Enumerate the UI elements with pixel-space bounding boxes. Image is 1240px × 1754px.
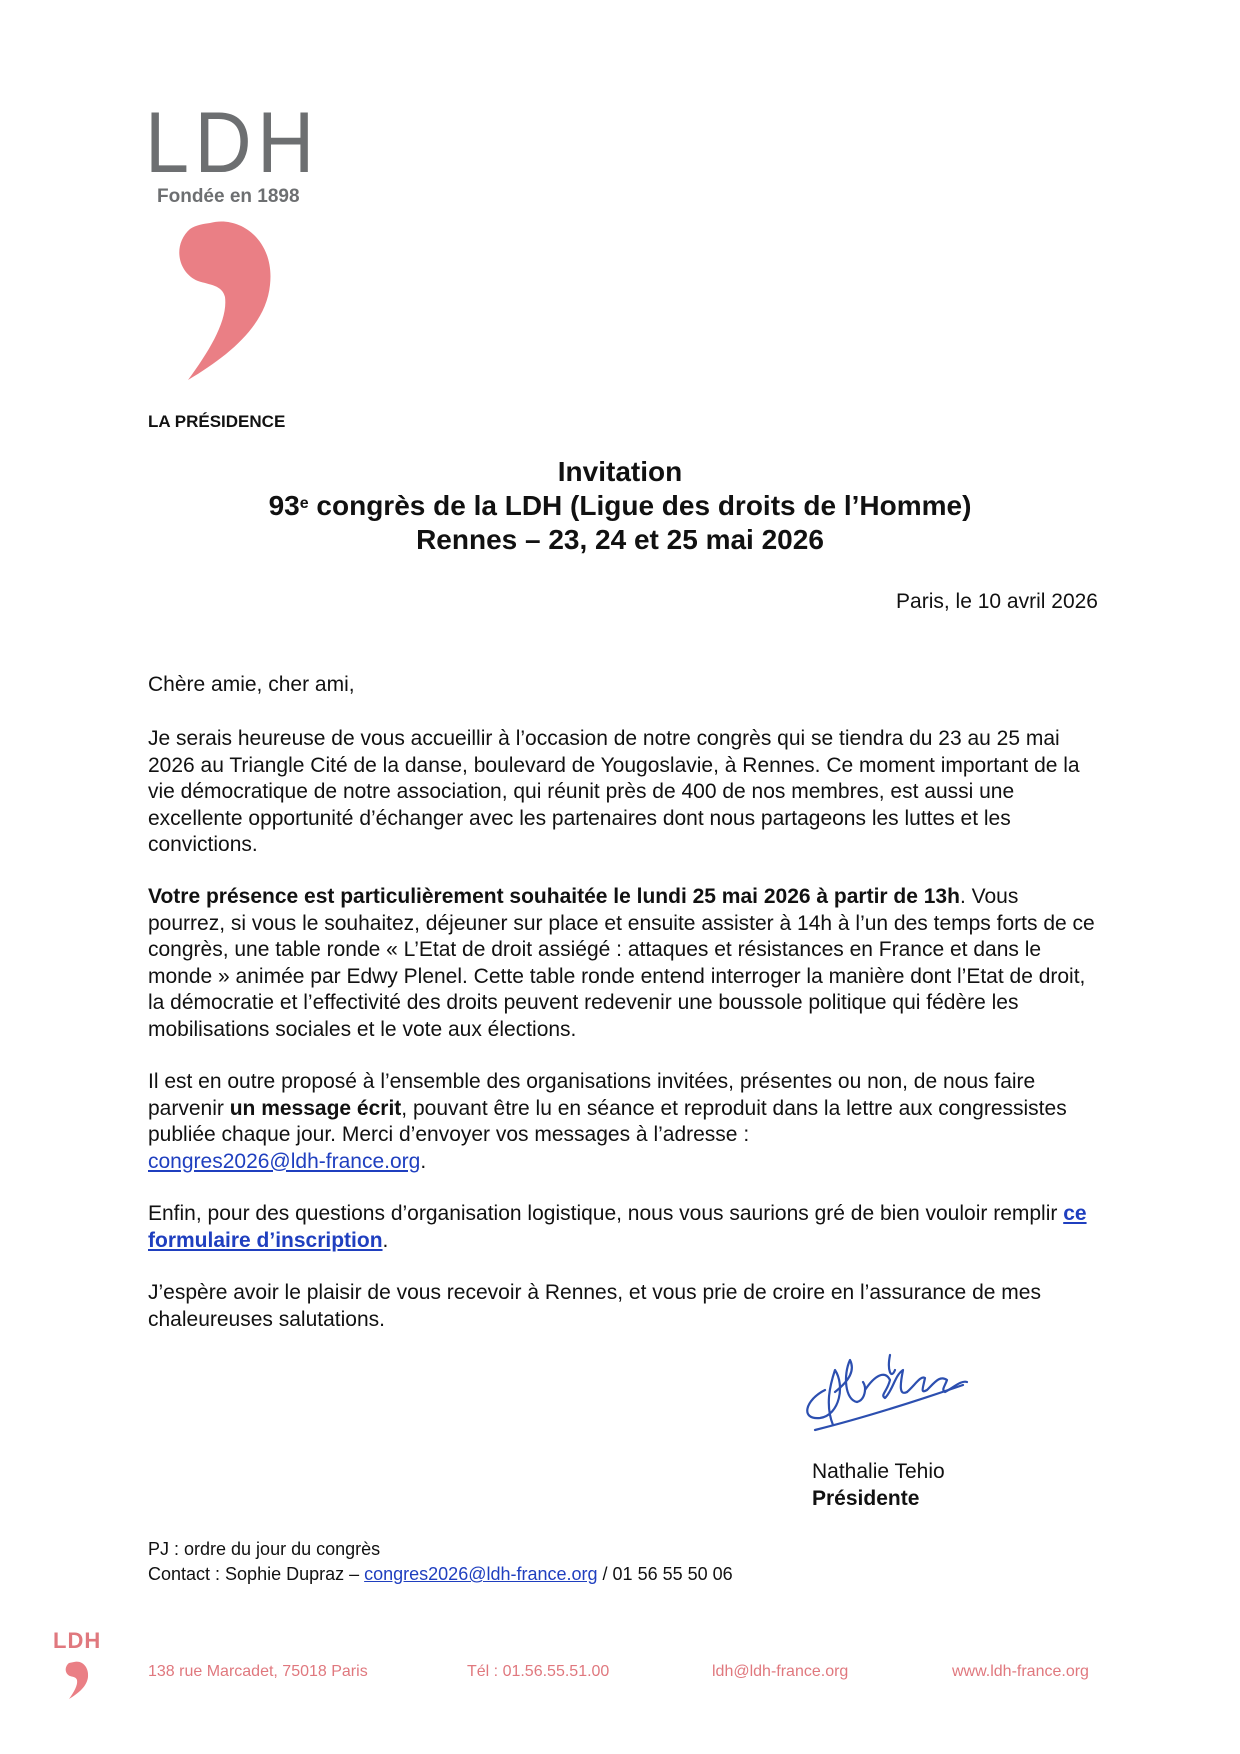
- footer-address: 138 rue Marcadet, 75018 Paris: [148, 1663, 368, 1680]
- attachments-block: [148, 1537, 733, 1587]
- registration-form-link[interactable]: ce formulaire d’inscription: [148, 1202, 1087, 1252]
- paragraph-closing: J’espère avoir le plaisir de vous recevoir à Rennes, et vous prie de croire en l’assurance de mes chaleureuses salutations.: [148, 1281, 1041, 1331]
- paragraph-intro: Je serais heureuse de vous accueillir à l’occasion de notre congrès qui se tiendra du 23 au 25 mai 2026 au Triangle Cité de la danse, boulevard de Yougoslavie, à Rennes. Ce moment important de la vie démocratique de notre association, qui réunit près de 400 de nos membres, est aussi une excellente opportunité d’échanger avec les partenaires dont nous partageons les luttes et les convictions.: [148, 727, 1080, 856]
- department-label: LA PRÉSIDENCE: [148, 412, 286, 431]
- signatory: [812, 1458, 945, 1512]
- message-highlight: un message écrit: [229, 1096, 402, 1120]
- contact-line: Contact : Sophie Dupraz – congres2026@ldh-france.org / 01 56 55 50 06: [148, 1564, 733, 1584]
- paragraph-message: Il est en outre proposé à l’ensemble des organisations invitées, présentes ou non, de nous faire parvenir un message écrit, pouvant être lu en séance et reproduit dans la lettre aux congressistes publiée chaque jour. Merci d’envoyer vos messages à l’adresse : congres2026@ldh-france.org.: [148, 1070, 1067, 1173]
- congress-email-link[interactable]: congres2026@ldh-france.org: [148, 1149, 421, 1173]
- footer-bonnet-logo-icon: [64, 1660, 90, 1700]
- handwritten-signature: [795, 1330, 975, 1450]
- logo-founded-text: Fondée en 1898: [157, 186, 300, 207]
- ldh-bonnet-logo-icon: [170, 215, 280, 385]
- title-line-2: 93e congrès de la LDH (Ligue des droits de l’Homme): [268, 490, 972, 521]
- greeting: Chère amie, cher ami,: [148, 673, 355, 696]
- contact-email-link[interactable]: congres2026@ldh-france.org: [364, 1564, 598, 1584]
- signatory-name: Nathalie Tehio: [812, 1460, 945, 1483]
- signatory-role: Présidente: [812, 1487, 920, 1510]
- document-title: [0, 455, 1240, 557]
- title-line-1: Invitation: [557, 456, 683, 487]
- dateline: Paris, le 10 avril 2026: [896, 590, 1098, 613]
- footer-email: ldh@ldh-france.org: [712, 1663, 849, 1680]
- paragraph-logistics: Enfin, pour des questions d’organisation logistique, nous vous saurions gré de bien vouloir remplir ce formulaire d’inscription.: [148, 1202, 1087, 1252]
- title-line-3: Rennes – 23, 24 et 25 mai 2026: [416, 524, 824, 555]
- footer-phone: Tél : 01.56.55.51.00: [467, 1663, 610, 1680]
- footer-logo-letters: LDH: [53, 1628, 102, 1653]
- footer-website: www.ldh-france.org: [952, 1663, 1089, 1680]
- attachment-line: PJ : ordre du jour du congrès: [148, 1539, 381, 1559]
- paragraph-presence: Votre présence est particulièrement souhaitée le lundi 25 mai 2026 à partir de 13h. Vous pourrez, si vous le souhaitez, déjeuner sur place et ensuite assister à 14h à l’un des temps forts de ce congrès, une table ronde « L’Etat de droit assiégé : attaques et résistances en France et dans le monde » animée par Edwy Plenel. Cette table ronde entend interroger la manière dont l’Etat de droit, la démocratie et l’effectivité des droits peuvent redevenir une boussole politique qui fédère les mobilisations sociales et le vote aux élections.: [148, 885, 1095, 1041]
- logo-letters: LDH: [145, 95, 320, 191]
- presence-highlight: Votre présence est particulièrement souhaitée le lundi 25 mai 2026 à partir de 13h: [148, 885, 960, 908]
